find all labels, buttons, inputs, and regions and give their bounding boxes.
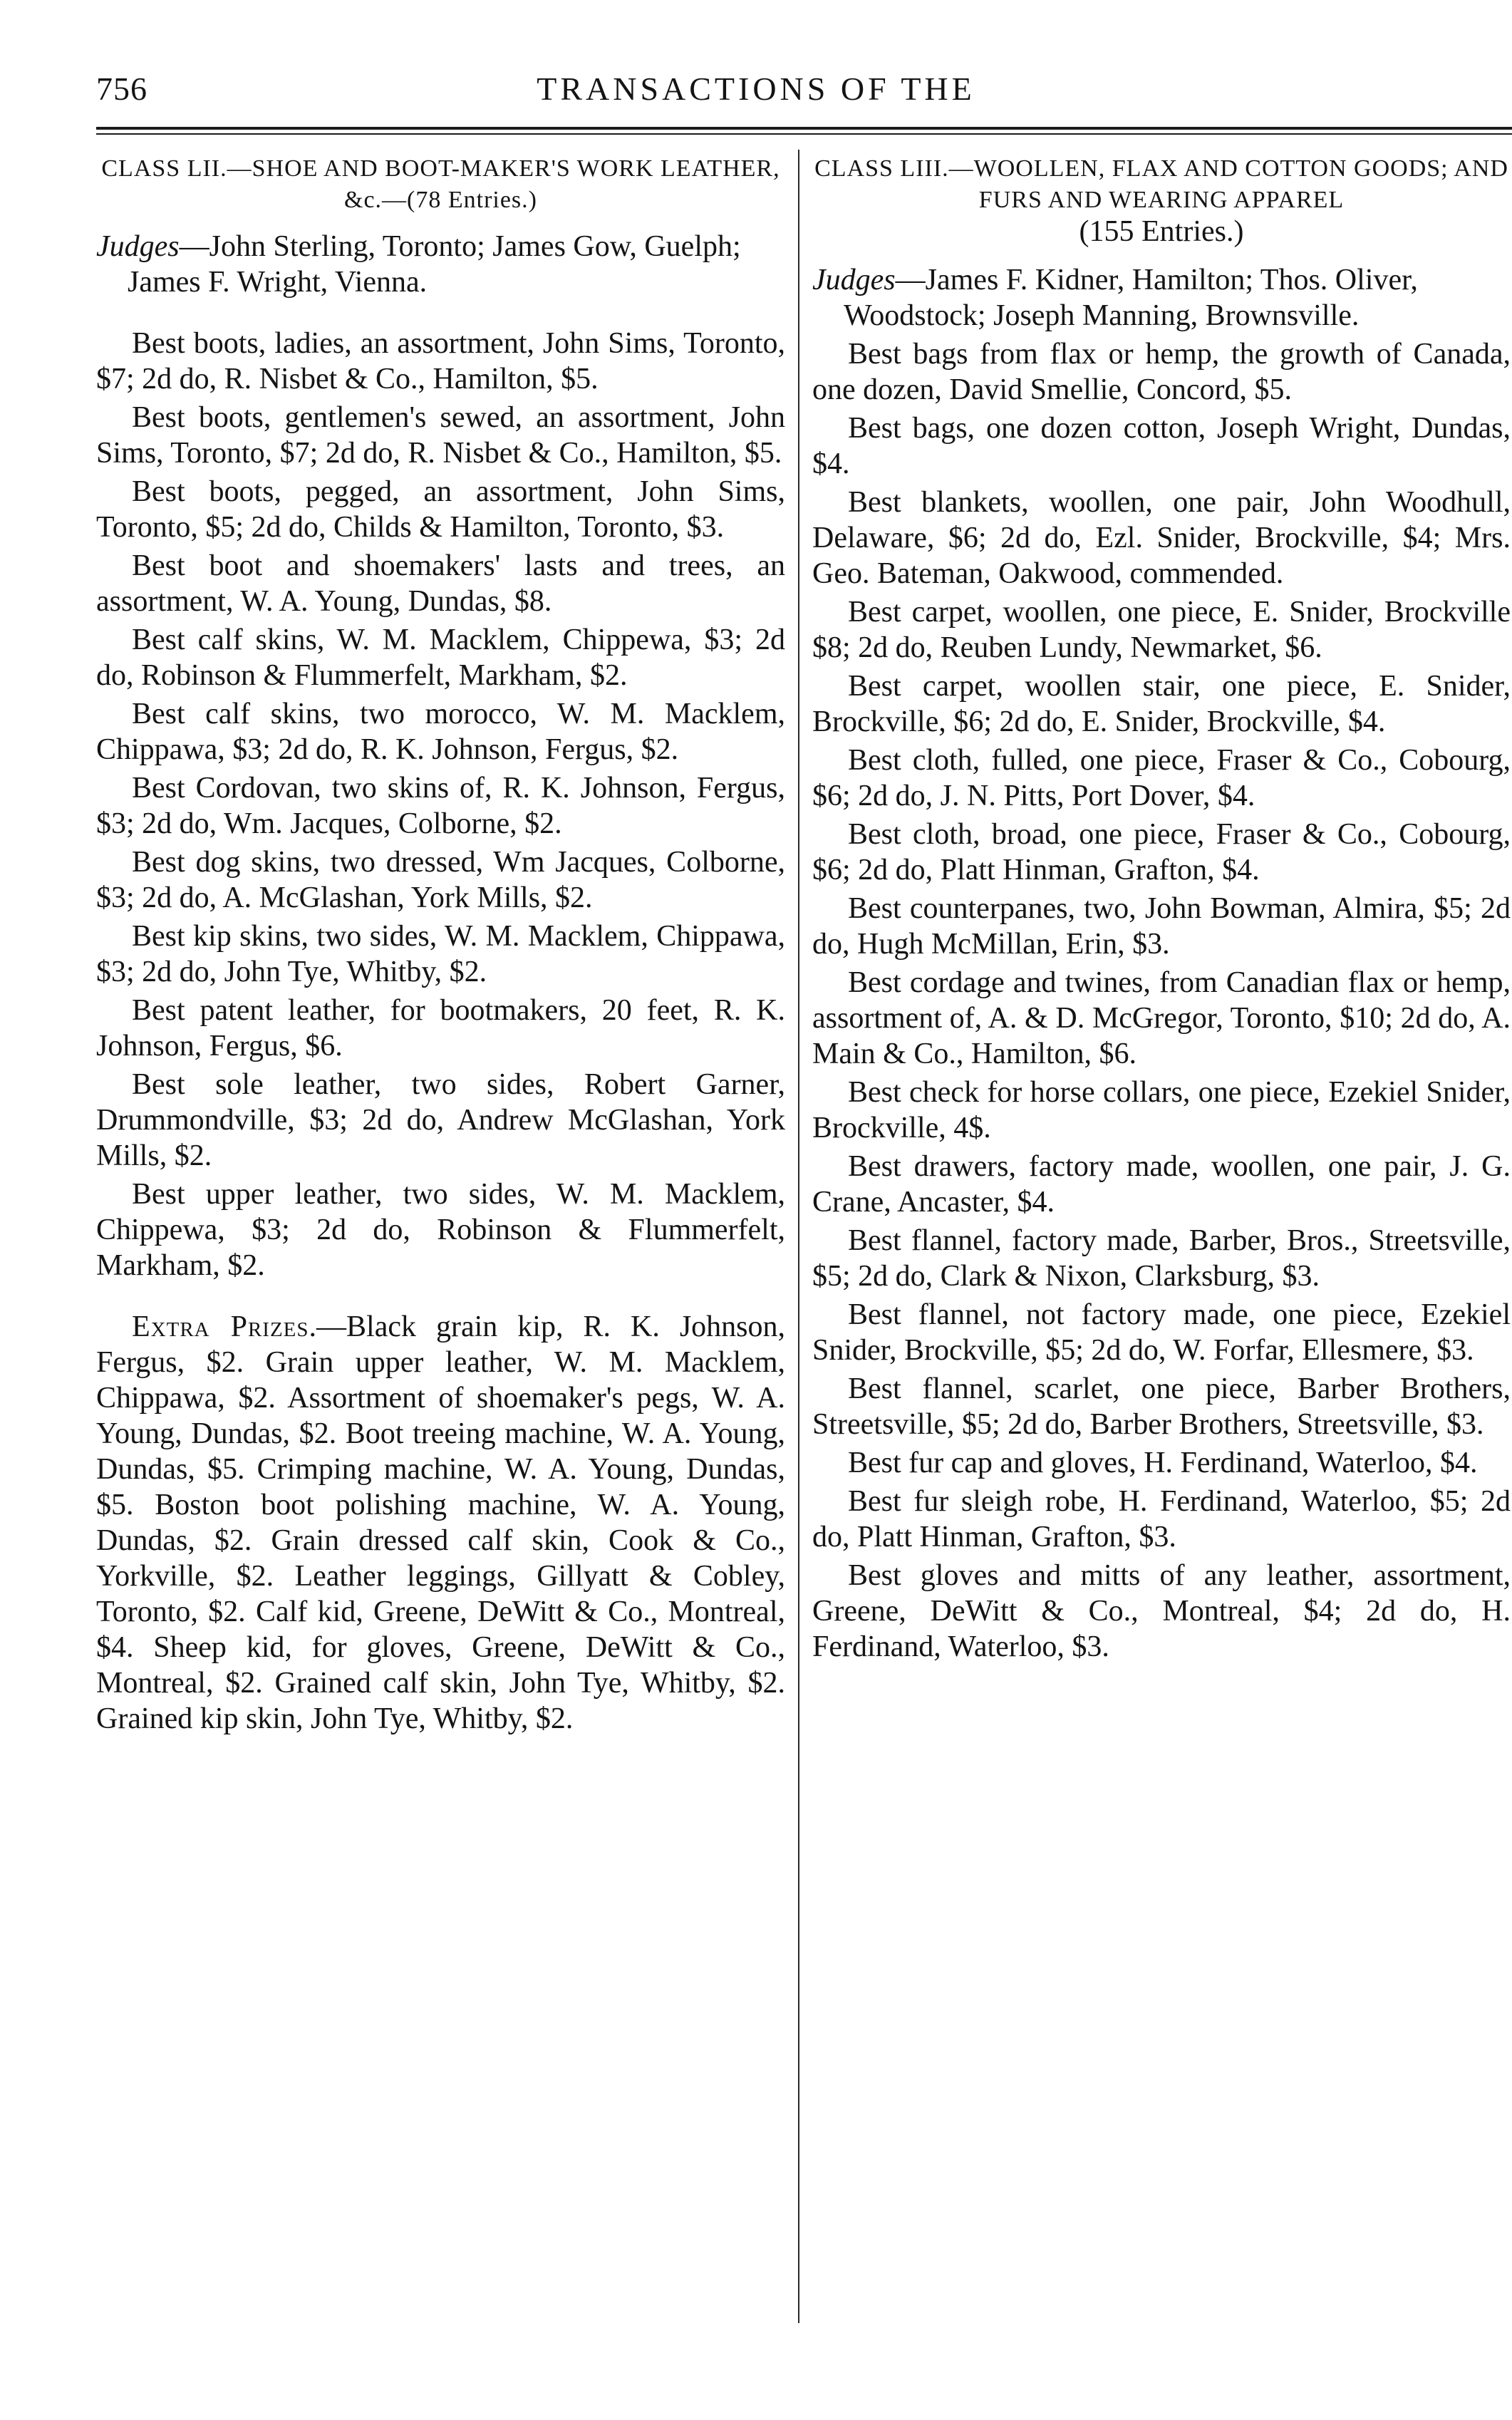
prize-entry: Best dog skins, two dressed, Wm Jacques, Colborne, $3; 2d do, A. McGlashan, York Mills, $2. — [96, 846, 785, 914]
extra-prizes-text: .—Black grain kip, R. K. Johnson, Fergus, $2. Grain upper leather, W. M. Macklem, Chippawa, $2. Assortment of shoemaker's pegs, W. A. Young, Dundas, $2. Boot treeing machine, W. A. Young, Dundas, $5. Crimping machine, W. A. Young, Dundas, $5. Boston boot polishing machine, W. A. Young, Dundas, $2. Grain dressed calf skin, Cook & Co., Yorkville, $2. Leather leggings, Gillyatt & Cobley, Toronto, $2. Calf kid, Greene, DeWitt & Co., Montreal, $4. Sheep kid, for gloves, Greene, DeWitt & Co., Montreal, $2. Grained calf skin, John Tye, Whitby, $2. Grained kip skin, John Tye, Whitby, $2. — [96, 1310, 786, 1735]
prize-entry: Best boots, pegged, an assortment, John Sims, Toronto, $5; 2d do, Childs & Hamilton, Toronto, $3. — [96, 475, 785, 544]
prize-entry: Best calf skins, W. M. Macklem, Chippewa, $3; 2d do, Robinson & Flummerfelt, Markham, $2. — [96, 624, 785, 692]
page-header — [0, 0, 1512, 121]
class-heading: CLASS LII.—SHOE AND BOOT-MAKER'S WORK LEATHER, &c.—(78 Entries.) — [101, 155, 780, 213]
column-divider — [798, 150, 799, 2323]
prize-entry: Best carpet, woollen stair, one piece, E. Snider, Brockville, $6; 2d do, E. Snider, Brockville, $4. — [812, 670, 1511, 738]
judges-label: Judges — [812, 264, 896, 296]
prize-entry: Best flannel, factory made, Barber, Bros., Streetsville, $5; 2d do, Clark & Nixon, Clarksburg, $3. — [812, 1224, 1511, 1293]
prize-entry: Best boot and shoemakers' lasts and trees, an assortment, W. A. Young, Dundas, $8. — [96, 549, 785, 618]
judges-text: —John Sterling, Toronto; James Gow, Guelph; James F. Wright, Vienna. — [128, 230, 741, 299]
extra-prizes — [96, 1309, 785, 1737]
prize-entry: Best carpet, woollen, one piece, E. Snider, Brockville $8; 2d do, Reuben Lundy, Newmarket, $6. — [812, 596, 1511, 664]
left-column — [96, 153, 785, 1767]
prize-entry: Best calf skins, two morocco, W. M. Macklem, Chippawa, $3; 2d do, R. K. Johnson, Fergus, $2. — [96, 698, 785, 766]
extra-prizes-label: Extra Prizes — [132, 1310, 309, 1343]
prize-entry: Best gloves and mitts of any leather, assortment, Greene, DeWitt & Co., Montreal, $4; 2d do, H. Ferdinand, Waterloo, $3. — [812, 1559, 1511, 1663]
class-heading — [812, 153, 1511, 249]
page-number: 756 — [96, 71, 147, 107]
prize-entry: Best cloth, fulled, one piece, Fraser & Co., Cobourg, $6; 2d do, J. N. Pitts, Port Dover, $4. — [812, 744, 1511, 812]
prize-entry: Best flannel, not factory made, one piece, Ezekiel Snider, Brockville, $5; 2d do, W. Forfar, Ellesmere, $3. — [812, 1298, 1511, 1367]
header-rule-thick — [96, 127, 1512, 130]
class-entries-count: (155 Entries.) — [1079, 215, 1244, 248]
prize-entry: Best fur sleigh robe, H. Ferdinand, Waterloo, $5; 2d do, Platt Hinman, Grafton, $3. — [812, 1485, 1511, 1553]
right-column — [812, 153, 1511, 1665]
prize-entry: Best fur cap and gloves, H. Ferdinand, Waterloo, $4. — [848, 1447, 1478, 1479]
prize-entry: Best boots, ladies, an assortment, John Sims, Toronto, $7; 2d do, R. Nisbet & Co., Hamilton, $5. — [96, 327, 785, 395]
running-head: TRANSACTIONS OF THE — [537, 71, 975, 107]
judges-label: Judges — [96, 230, 180, 263]
judges-line — [812, 262, 1511, 333]
prize-entry: Best cordage and twines, from Canadian flax or hemp, assortment of, A. & D. McGregor, Toronto, $10; 2d do, A. Main & Co., Hamilton, $6. — [812, 966, 1511, 1070]
prize-entry: Best sole leather, two sides, Robert Garner, Drummondville, $3; 2d do, Andrew McGlashan, York Mills, $2. — [96, 1068, 785, 1172]
prize-entry: Best kip skins, two sides, W. M. Macklem, Chippawa, $3; 2d do, John Tye, Whitby, $2. — [96, 920, 785, 988]
header-rule-thin — [96, 133, 1512, 135]
prize-entry: Best upper leather, two sides, W. M. Macklem, Chippewa, $3; 2d do, Robinson & Flummerfelt, Markham, $2. — [96, 1178, 785, 1282]
judges-line — [96, 229, 785, 300]
prize-entry: Best cloth, broad, one piece, Fraser & Co., Cobourg, $6; 2d do, Platt Hinman, Grafton, $4. — [812, 818, 1511, 886]
prize-entry: Best counterpanes, two, John Bowman, Almira, $5; 2d do, Hugh McMillan, Erin, $3. — [812, 892, 1511, 961]
prize-entry: Best check for horse collars, one piece, Ezekiel Snider, Brockville, 4$. — [812, 1076, 1511, 1144]
prize-entry: Best Cordovan, two skins of, R. K. Johnson, Fergus, $3; 2d do, Wm. Jacques, Colborne, $2. — [96, 772, 785, 840]
prize-entry: Best blankets, woollen, one pair, John Woodhull, Delaware, $6; 2d do, Ezl. Snider, Brockville, $4; Mrs. Geo. Bateman, Oakwood, commended. — [812, 486, 1511, 590]
prize-entry: Best drawers, factory made, woollen, one pair, J. G. Crane, Ancaster, $4. — [812, 1150, 1511, 1219]
prize-entry: Best flannel, scarlet, one piece, Barber Brothers, Streetsville, $5; 2d do, Barber Brothers, Streetsville, $3. — [812, 1372, 1511, 1441]
prize-entry: Best boots, gentlemen's sewed, an assortment, John Sims, Toronto, $7; 2d do, R. Nisbet & Co., Hamilton, $5. — [96, 401, 785, 470]
judges-text: —James F. Kidner, Hamilton; Thos. Oliver, Woodstock; Joseph Manning, Brownsville. — [844, 264, 1418, 332]
class-heading-text: CLASS LIII.—WOOLLEN, FLAX AND COTTON GOODS; AND FURS AND WEARING APPAREL — [814, 155, 1508, 213]
prize-entry: Best patent leather, for bootmakers, 20 feet, R. K. Johnson, Fergus, $6. — [96, 994, 785, 1062]
prize-entry: Best bags, one dozen cotton, Joseph Wright, Dundas, $4. — [812, 412, 1511, 480]
prize-entry: Best bags from flax or hemp, the growth of Canada, one dozen, David Smellie, Concord, $5. — [812, 338, 1511, 406]
